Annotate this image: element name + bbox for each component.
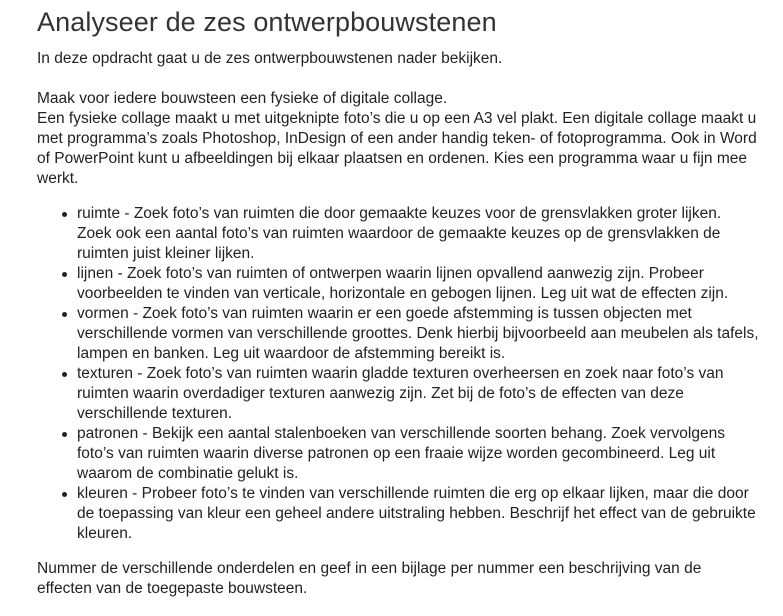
collage-paragraph [37, 89, 759, 189]
list-item-kleuren: kleuren - Probeer foto’s te vinden van verschillende ruimten die erg op elkaar lijken, maar die door de toepassing van kleur een geheel andere uitstraling hebben. Beschrijf het effect van de gebruikte kleuren. [77, 484, 759, 544]
list-item-texturen: texturen - Zoek foto’s van ruimten waarin gladde texturen overheersen en zoek naar foto’s van ruimten waarin overdadiger texturen aanwezig zijn. Zet bij de foto’s de effecten van deze verschillende texturen. [77, 364, 759, 424]
list-item-lijnen: lijnen - Zoek foto’s van ruimten of ontwerpen waarin lijnen opvallend aanwezig zijn. Probeer voorbeelden te vinden van verticale, horizontale en gebogen lijnen. Leg uit wat de effecten zijn. [77, 264, 759, 304]
closing-paragraph: Nummer de verschillende onderdelen en geef in een bijlage per nummer een beschrijving van de effecten van de toegepaste bouwsteen. [37, 560, 702, 597]
collage-explanation: Een fysieke collage maakt u met uitgeknipte foto’s die u op een A3 vel plakt. Een digitale collage maakt u met programma’s zoals Photoshop, InDesign of een ander handig teken- of fotoprogramma. Ook in Word of PowerPoint kunt u afbeeldingen bij elkaar plaatsen en ordenen. Kies een programma waar u fijn mee werkt. [37, 110, 757, 187]
list-item-patronen: patronen - Bekijk een aantal stalenboeken van verschillende soorten behang. Zoek vervolgens foto’s van ruimten waarin diverse patronen op een fraaie wijze worden gecombineerd. Leg uit waarom de combinatie gelukt is. [77, 424, 759, 484]
page-title: Analyseer de zes ontwerpbouwstenen [37, 7, 497, 37]
list-item-vormen: vormen - Zoek foto’s van ruimten waarin er een goede afstemming is tussen objecten met verschillende vormen van verschillende groottes. Denk hierbij bijvoorbeeld aan meubelen als tafels, lampen en banken. Leg uit waardoor de afstemming bereikt is. [77, 305, 759, 362]
list-item-ruimte: ruimte - Zoek foto’s van ruimten die door gemaakte keuzes voor de grensvlakken groter lijken. Zoek ook een aantal foto’s van ruimten waardoor de gemaakte keuzes op de grensvlakken de ruimten juist kleiner lijken. [77, 204, 759, 264]
intro-paragraph: In deze opdracht gaat u de zes ontwerpbouwstenen nader bekijken. [37, 50, 503, 67]
building-blocks-list [37, 204, 759, 544]
collage-instruction: Maak voor iedere bouwsteen een fysieke of digitale collage. [37, 90, 448, 107]
